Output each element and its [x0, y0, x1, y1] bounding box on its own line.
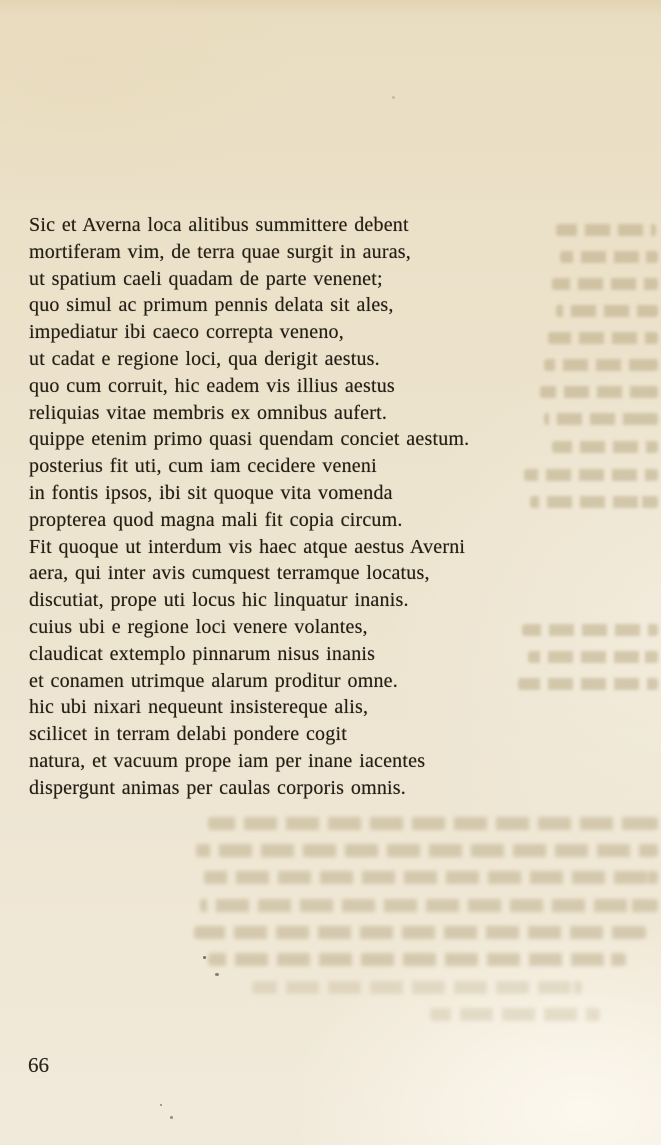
poem-line: ut cadat e regione loci, qua derigit aestus.	[29, 347, 380, 370]
bleedthrough-line	[208, 953, 626, 966]
bleedthrough-line	[200, 899, 658, 912]
poem-line: aera, qui inter avis cumquest terramque locatus,	[29, 562, 430, 585]
poem-line: quippe etenim primo quasi quendam conciet aestum.	[29, 428, 470, 451]
poem-line: scilicet in terram delabi pondere cogit	[29, 723, 347, 746]
poem-line: mortiferam vim, de terra quae surgit in auras,	[29, 240, 411, 263]
poem-line: natura, et vacuum prope iam per inane iacentes	[29, 749, 426, 772]
paper-speck	[170, 1116, 173, 1119]
poem-line: cuius ubi e regione loci venere volantes,	[29, 615, 368, 638]
paper-speck	[215, 973, 219, 976]
bleedthrough-line	[204, 871, 658, 884]
poem-line: impediatur ibi caeco correpta veneno,	[29, 321, 344, 344]
poem-line: discutiat, prope uti locus hic linquatur inanis.	[29, 589, 409, 612]
bleedthrough-line	[194, 926, 646, 939]
poem-line: posterius fit uti, cum iam cecidere veneni	[29, 455, 377, 478]
bleedthrough-line	[430, 1008, 600, 1021]
paper-speck	[160, 1104, 162, 1106]
bleedthrough-line	[196, 844, 658, 857]
poem-line: reliquias vitae membris ex omnibus aufert.	[29, 401, 388, 424]
poem-line: quo cum corruit, hic eadem vis illius aestus	[29, 374, 395, 397]
page-number: 66	[28, 1053, 49, 1077]
paper-speck	[392, 96, 395, 99]
poem-line: in fontis ipsos, ibi sit quoque vita vomenda	[29, 481, 393, 504]
poem-line: Sic et Averna loca alitibus summittere debent	[29, 214, 409, 236]
poem-line: dispergunt animas per caulas corporis omnis.	[29, 776, 406, 799]
bleedthrough-line	[208, 817, 658, 830]
poem-line: quo simul ac primum pennis delata sit ales,	[29, 294, 394, 317]
poem-line: Fit quoque ut interdum vis haec atque aestus Averni	[29, 535, 466, 558]
poem-text	[29, 212, 629, 802]
poem-line: ut spatium caeli quadam de parte venenet;	[29, 267, 383, 290]
poem-line: et conamen utrimque alarum proditur omne.	[29, 669, 398, 692]
bleedthrough-line	[252, 981, 582, 994]
poem-line: hic ubi nixari nequeunt insistereque alis,	[29, 696, 369, 719]
paper-speck	[203, 956, 206, 959]
poem-line: propterea quod magna mali fit copia circum.	[29, 508, 403, 531]
poem-line: claudicat extemplo pinnarum nisus inanis	[29, 642, 376, 665]
